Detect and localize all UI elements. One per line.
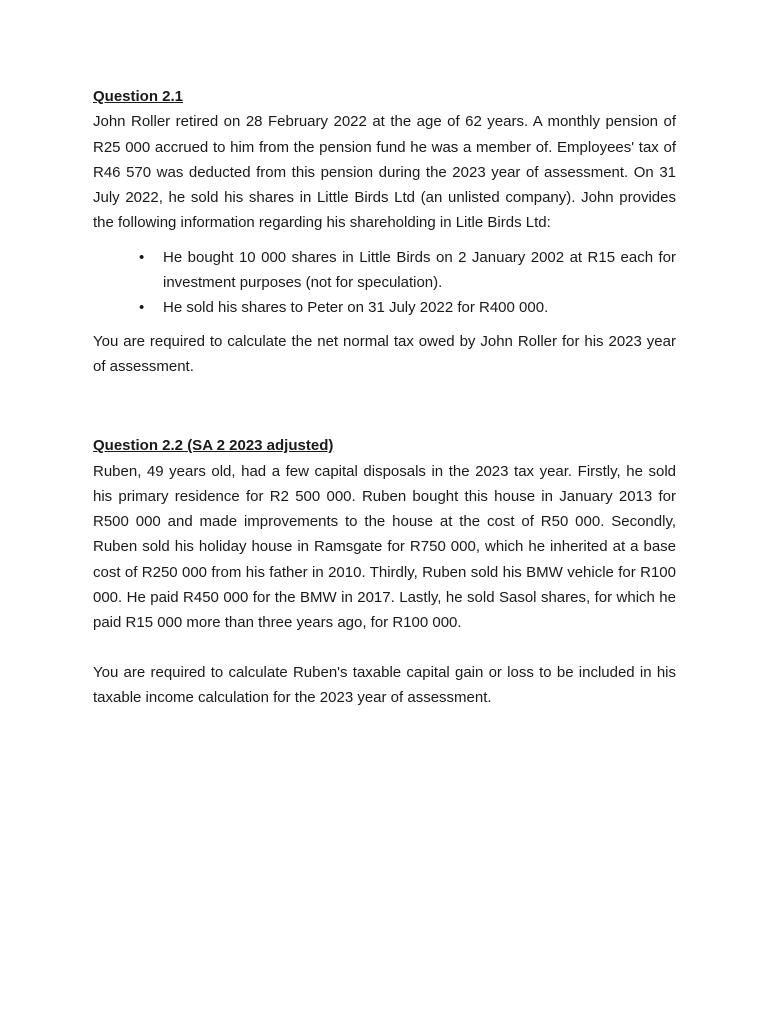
question-2-2: [93, 433, 676, 710]
question-2-2-body: Ruben, 49 years old, had a few capital disposals in the 2023 tax year. Firstly, he sold his primary residence for R2 500 000. Ruben bought this house in January 2013 for R500 000 and made improvements to the house at the cost of R50 000. Secondly, Ruben sold his holiday house in Ramsgate for R750 000, which he inherited at a base cost of R250 000 from his father in 2010. Thirdly, Ruben sold his BMW vehicle for R100 000. He paid R450 000 for the BMW in 2017. Lastly, he sold Sasol shares, for which he paid R15 000 more than three years ago, for R100 000.: [93, 462, 676, 632]
question-2-1: [93, 84, 676, 379]
section-spacer: [93, 379, 676, 433]
bullet-text: He bought 10 000 shares in Little Birds on 2 January 2002 at R15 each for investment purposes (not for speculation).: [163, 248, 676, 292]
list-item: [93, 245, 676, 296]
question-2-1-heading: Question 2.1: [93, 88, 184, 105]
question-2-2-requirement: You are required to calculate Ruben's taxable capital gain or loss to be included in his taxable income calculation for the 2023 year of assessment.: [93, 663, 676, 706]
bullet-text: He sold his shares to Peter on 31 July 2022 for R400 000.: [163, 299, 549, 317]
bullet-icon: •: [139, 299, 145, 317]
bullet-icon: •: [139, 248, 145, 266]
question-2-1-intro: John Roller retired on 28 February 2022 at the age of 62 years. A monthly pension of R25 000 accrued to him from the pension fund he was a member of. Employees' tax of R46 570 was deducted from this pension during the 2023 year of assessment. On 31 July 2022, he sold his shares in Little Birds Ltd (an unlisted company). John provides the following information regarding his shareholding in Litle Birds Ltd:: [93, 113, 676, 232]
document-page: [93, 84, 676, 710]
paragraph-spacer: [93, 636, 676, 660]
question-2-2-heading: Question 2.2 (SA 2 2023 adjusted): [93, 437, 334, 455]
list-item: [93, 295, 676, 320]
question-2-1-bullet-list: [93, 245, 676, 321]
question-2-1-requirement: You are required to calculate the net normal tax owed by John Roller for his 2023 year of assessment.: [93, 332, 676, 375]
